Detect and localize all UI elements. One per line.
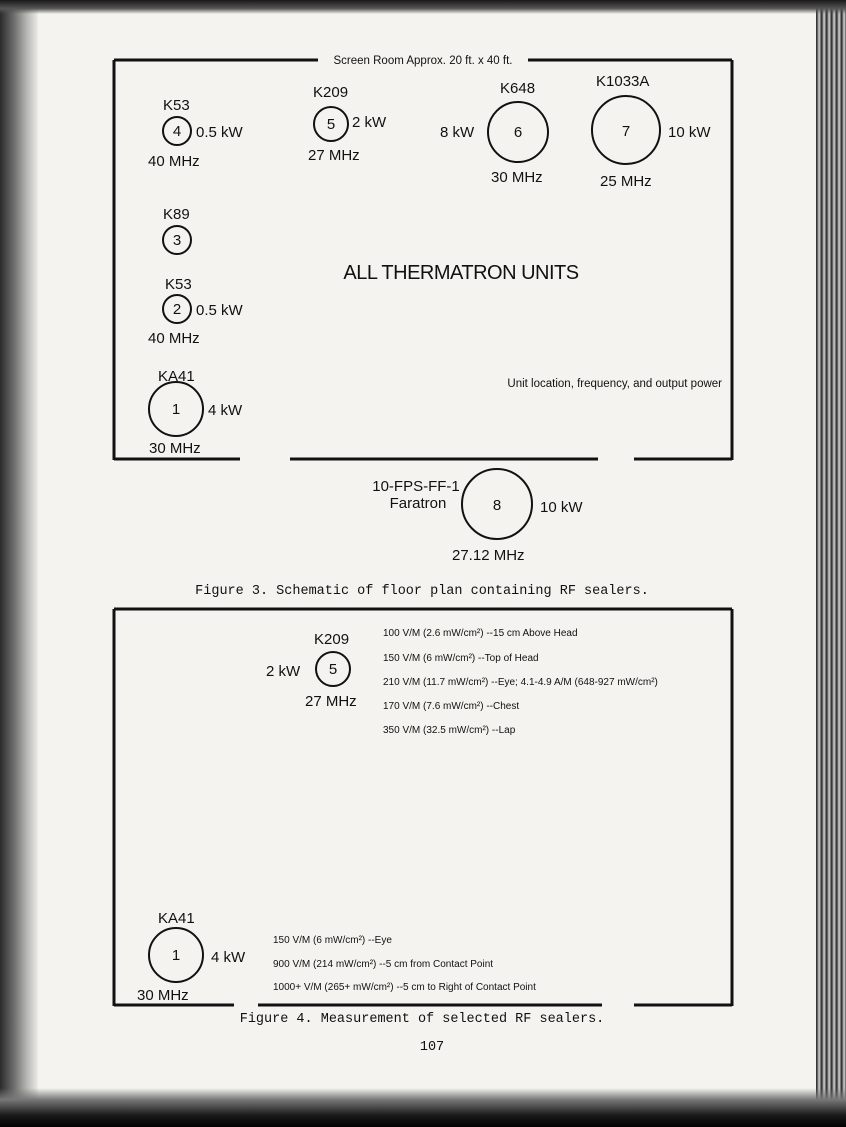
f4-unit-5-number: 5 — [328, 661, 338, 678]
unit-7-model: K1033A — [596, 73, 650, 90]
unit-7-number: 7 — [621, 123, 631, 140]
figure4-measurement-plan — [114, 609, 732, 1006]
unit-4-power: 0.5 kW — [196, 124, 243, 141]
scan-edge-bottom — [0, 1088, 846, 1127]
unit-8-freq: 27.12 MHz — [452, 547, 525, 564]
figure3-text — [148, 55, 722, 599]
unit-8-number: 8 — [492, 497, 502, 514]
f4-unit-1-measure-2: 900 V/M (214 mW/cm²) --5 cm from Contact Point — [273, 959, 494, 970]
f4-unit-1-measure-3: 1000+ V/M (265+ mW/cm²) --5 cm to Right of Contact Point — [273, 982, 536, 993]
page-number: 107 — [419, 1040, 445, 1055]
unit-4-freq: 40 MHz — [148, 153, 200, 170]
unit-8-model: 10-FPS-FF-1 — [372, 478, 460, 495]
f4-unit-1-measure-1: 150 V/M (6 mW/cm²) --Eye — [273, 935, 392, 946]
unit-1-power: 4 kW — [208, 402, 243, 419]
f4-unit-1-power: 4 kW — [211, 949, 246, 966]
unit-5-freq: 27 MHz — [308, 147, 360, 164]
unit-6-model: K648 — [500, 80, 536, 97]
unit-2-power: 0.5 kW — [196, 302, 243, 319]
unit-3-number: 3 — [172, 232, 182, 249]
f4-unit-5-measure-3: 210 V/M (11.7 mW/cm²) --Eye; 4.1-4.9 A/M (648-927 mW/cm²) — [383, 677, 658, 688]
f4-unit-1-model: KA41 — [158, 910, 195, 927]
unit-6-freq: 30 MHz — [491, 169, 543, 186]
unit-7-power: 10 kW — [668, 124, 711, 141]
unit-1-number: 1 — [171, 401, 181, 418]
unit-5-model: K209 — [313, 84, 349, 101]
f4-unit-5-measure-1: 100 V/M (2.6 mW/cm²) --15 cm Above Head — [383, 628, 578, 639]
f4-unit-5-freq: 27 MHz — [305, 693, 357, 710]
unit-1-freq: 30 MHz — [149, 440, 201, 457]
f4-unit-1-freq: 30 MHz — [137, 987, 189, 1004]
unit-6-power: 8 kW — [440, 124, 475, 141]
unit-4-number: 4 — [172, 123, 182, 140]
unit-8-brand: Faratron — [389, 495, 447, 512]
f4-unit-5-power: 2 kW — [266, 663, 301, 680]
f4-unit-5-measure-2: 150 V/M (6 mW/cm²) --Top of Head — [383, 653, 539, 664]
unit-2-number: 2 — [172, 301, 182, 318]
unit-8-power: 10 kW — [540, 499, 583, 516]
room-label: Screen Room Approx. 20 ft. x 40 ft. — [333, 55, 513, 67]
figure3-caption: Figure 3. Schematic of floor plan containing RF sealers. — [195, 584, 649, 599]
figure4-caption: Figure 4. Measurement of selected RF sealers. — [239, 1012, 605, 1027]
f4-unit-5-model: K209 — [314, 631, 350, 648]
f4-unit-5-measure-5: 350 V/M (32.5 mW/cm²) --Lap — [383, 725, 516, 736]
f4-unit-5-measure-4: 170 V/M (7.6 mW/cm²) --Chest — [383, 701, 520, 712]
unit-3-model: K89 — [163, 206, 190, 223]
unit-5-number: 5 — [326, 116, 336, 133]
unit-2-freq: 40 MHz — [148, 330, 200, 347]
unit-5-power: 2 kW — [352, 114, 387, 131]
unit-7-freq: 25 MHz — [600, 173, 652, 190]
unit-1-model: KA41 — [158, 368, 195, 385]
figure3-heading: ALL THERMATRON UNITS — [343, 262, 579, 284]
figure3-legend: Unit location, frequency, and output power — [507, 378, 722, 390]
figure4-text — [137, 628, 658, 1055]
unit-6-number: 6 — [513, 124, 523, 141]
unit-2-model: K53 — [165, 276, 192, 293]
f4-unit-1-number: 1 — [171, 947, 181, 964]
unit-4-model: K53 — [163, 97, 190, 114]
